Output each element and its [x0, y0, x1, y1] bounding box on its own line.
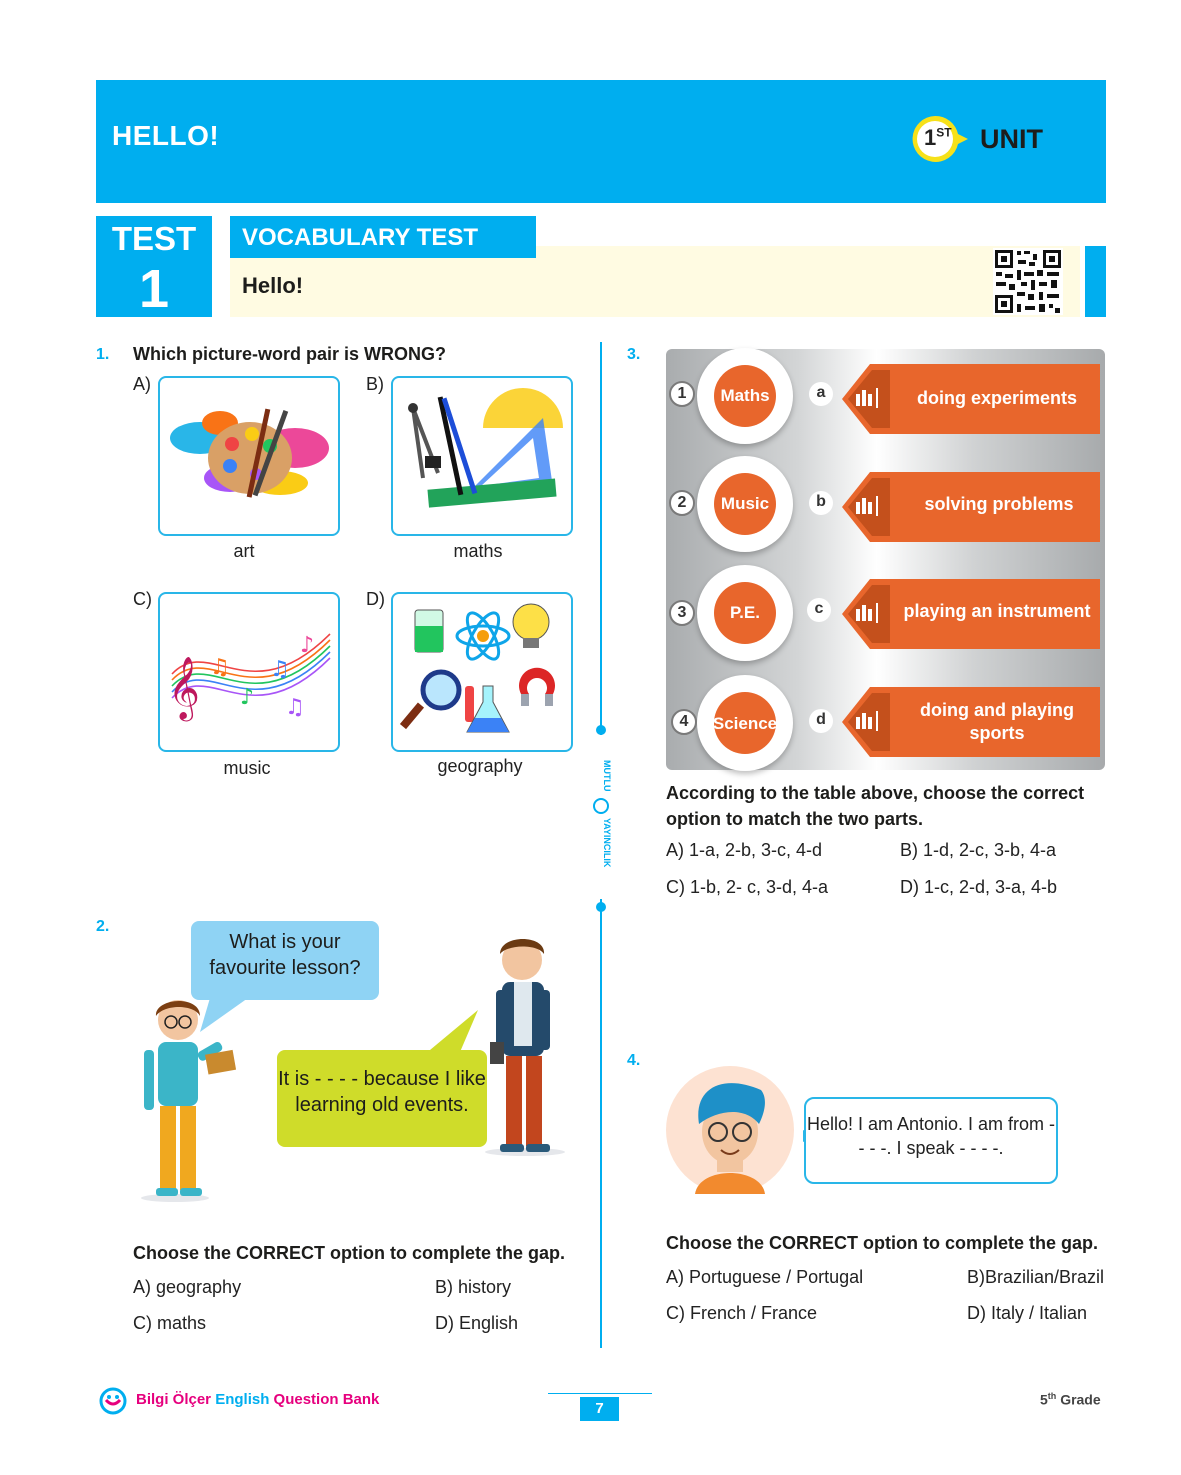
footer-line: [548, 1393, 652, 1394]
lesson-number: 2: [669, 490, 695, 516]
divider-dot: [596, 725, 606, 735]
bubble-question-text: What is your favourite lesson?: [209, 931, 361, 979]
svg-text:𝄞: 𝄞: [168, 656, 200, 719]
q4-question: Choose the CORRECT option to complete the gap.: [666, 1233, 1098, 1253]
q3-number: 3.: [627, 346, 641, 363]
side-publisher-logo: [593, 758, 612, 878]
activity-letter: c: [807, 598, 831, 622]
q3-question: According to the table above, choose the correct option to match the two parts.: [666, 783, 1085, 829]
q1-option-c-card[interactable]: [158, 592, 340, 752]
activity-text: doing experiments: [916, 388, 1078, 408]
svg-text:♫: ♫: [285, 695, 305, 720]
q1-option-letter: A): [133, 374, 151, 394]
side-brand-bottom: YAYINCILIK: [602, 818, 612, 868]
bubble-antonio-text: Hello! I am Antonio. I am from - - - -. I speak - - - -.: [806, 1114, 1056, 1158]
q4-option-b[interactable]: B)Brazilian/Brazil: [967, 1267, 1105, 1287]
unit-number: 1ST: [924, 125, 952, 150]
science-lab-icon: [393, 594, 571, 750]
q4-option-d[interactable]: D) Italy / Italian: [967, 1303, 1088, 1323]
q3-option-b[interactable]: B) 1-d, 2-c, 3-b, 4-a: [900, 840, 1057, 860]
q2-option-a[interactable]: A) geography: [133, 1277, 242, 1297]
antonio-avatar: [665, 1066, 815, 1196]
q2-question: Choose the CORRECT option to complete the gap.: [133, 1243, 565, 1263]
lesson-name: P.E.: [730, 603, 760, 622]
activity-letter: d: [809, 709, 833, 733]
paint-palette-icon: [160, 378, 338, 534]
q3-option-d[interactable]: D) 1-c, 2-d, 3-a, 4-b: [900, 877, 1058, 897]
lesson-number: 4: [671, 709, 697, 735]
q1-number: 1.: [96, 346, 110, 363]
activity-text: solving problems: [924, 494, 1074, 514]
q1-option-b-card[interactable]: [391, 376, 573, 536]
qr-code-icon[interactable]: [993, 248, 1063, 315]
lesson-number: 3: [669, 600, 695, 626]
svg-text:♫: ♫: [210, 655, 230, 680]
lesson-name: Science: [712, 714, 778, 733]
q3-option-c[interactable]: C) 1-b, 2- c, 3-d, 4-a: [666, 877, 829, 897]
q2-option-c[interactable]: C) maths: [133, 1313, 207, 1333]
q4-option-c[interactable]: C) French / France: [666, 1303, 818, 1323]
publisher-logo-icon: [98, 1386, 128, 1416]
activity-text: doing and playing sports: [920, 700, 1074, 743]
test-label: TEST: [111, 220, 197, 257]
q1-option-letter: C): [133, 589, 152, 609]
lesson-name: Music: [720, 494, 770, 513]
q1-option-word: maths: [453, 541, 503, 561]
lesson-number: 1: [669, 381, 695, 407]
test-category: VOCABULARY TEST: [242, 224, 479, 251]
q1-option-letter: B): [366, 374, 384, 394]
svg-text:♪: ♪: [300, 633, 315, 658]
svg-text:♫: ♫: [270, 657, 290, 682]
side-brand-top: MUTLU: [602, 760, 612, 792]
footer-brand: Bilgi Ölçer English Question Bank: [136, 1391, 380, 1408]
lesson-name: Maths: [720, 386, 770, 405]
q1-option-word: art: [233, 541, 255, 561]
q1-option-a-card[interactable]: [158, 376, 340, 536]
q2-option-b[interactable]: B) history: [435, 1277, 512, 1297]
q2-option-d[interactable]: D) English: [435, 1313, 519, 1333]
activity-text: playing an instrument: [903, 601, 1091, 621]
q4-number: 4.: [627, 1052, 641, 1069]
q1-question: Which picture-word pair is WRONG?: [133, 344, 447, 364]
bubble-answer-text: It is - - - - because I like learning old events.: [278, 1068, 486, 1116]
q4-option-a[interactable]: A) Portuguese / Portugal: [666, 1267, 864, 1287]
q3-option-a[interactable]: A) 1-a, 2-b, 3-c, 4-d: [666, 840, 823, 860]
divider-dot: [596, 902, 606, 912]
q1-option-word: geography: [437, 756, 523, 776]
svg-text:♪: ♪: [240, 685, 255, 710]
activity-letter: a: [809, 382, 833, 406]
test-topic: Hello!: [242, 273, 304, 298]
unit-title: HELLO!: [112, 120, 220, 151]
footer-grade: 5th Grade: [1040, 1391, 1101, 1408]
q1-option-word: music: [223, 758, 271, 778]
geometry-tools-icon: [393, 378, 571, 534]
q1-option-letter: D): [366, 589, 385, 609]
unit-word: UNIT: [980, 124, 1043, 154]
music-notes-icon: [160, 594, 338, 750]
activity-letter: b: [809, 491, 833, 515]
q1-option-d-card[interactable]: [391, 592, 573, 752]
test-number: 1: [138, 259, 170, 319]
page-number: 7: [580, 1397, 619, 1421]
q2-number: 2.: [96, 918, 110, 935]
topic-stripe: [1085, 246, 1106, 317]
